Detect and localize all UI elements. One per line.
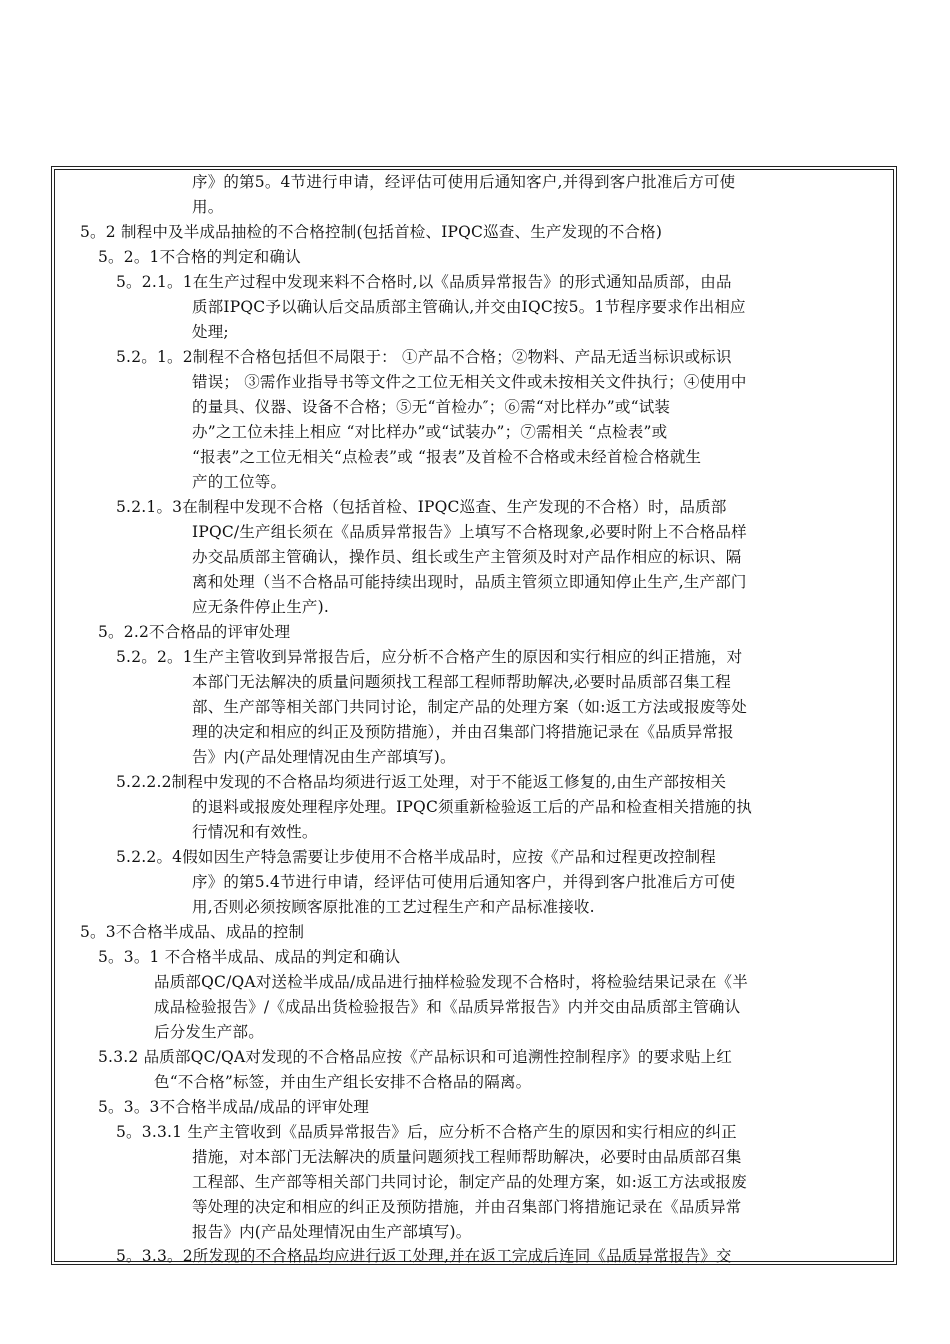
text-line: 办交品质部主管确认，操作员、组长或生产主管须及时对产品作相应的标识、隔 [192,548,742,566]
text-line: 应无条件停止生产). [192,598,329,616]
section-heading: 5。3不合格半成品、成品的控制 [80,923,305,941]
text-line: 处理; [192,323,229,341]
clause-text: 5.2.2.2制程中发现的不合格品均须进行返工处理，对于不能返工修复的,由生产部按相关 [116,773,727,791]
clause-text: 5.2.2。4假如因生产特急需要让步使用不合格半成品时，应按《产品和过程更改控制程 [116,848,717,866]
text-line: 工程部、生产部等相关部门共同讨论，制定产品的处理方案，如:返工方法或报废 [192,1173,747,1191]
text-line: 措施，对本部门无法解决的质量问题须找工程师帮助解决，必要时由品质部召集 [192,1148,742,1166]
clause-text: 5。3.3。2所发现的不合格品均应进行返工处理,并在返工完成后连同《品质异常报告》交 [116,1247,732,1265]
text-line: 用。 [192,198,224,216]
text-line: 部、生产部等相关部门共同讨论，制定产品的处理方案（如:返工方法或报废等处 [192,698,747,716]
clause-text: 5。2.1。1在生产过程中发现来料不合格时,以《品质异常报告》的形式通知品质部，由品 [116,273,732,291]
clause-text: 5.3.2 品质部QC/QA对发现的不合格品应按《产品标识和可追溯性控制程序》的要求贴上红 [98,1048,733,1066]
text-line: 办”之工位未挂上相应 “对比样办”或“试装办”；⑦需相关 “点检表”或 [192,423,668,441]
text-line: 离和处理（当不合格品可能持续出现时，品质主管须立即通知停止生产,生产部门 [192,573,747,591]
text-line: 用,否则必须按顾客原批准的工艺过程生产和产品标准接收. [192,898,595,916]
subsection-heading: 5。2.2不合格品的评审处理 [98,623,291,641]
text-line: 序》的第5。4节进行申请，经评估可使用后通知客户,并得到客户批准后方可使 [192,173,736,191]
clause-text: 5。3.3.1 生产主管收到《品质异常报告》后，应分析不合格产生的原因和实行相应的纠正 [116,1123,737,1141]
text-line: 质部IPQC予以确认后交品质部主管确认,并交由IQC按5。1节程序要求作出相应 [192,298,746,316]
text-line: 等处理的决定和相应的纠正及预防措施，并由召集部门将措施记录在《品质异常 [192,1198,742,1216]
text-line: 后分发生产部。 [154,1023,264,1041]
text-line: 成品检验报告》/《成品出货检验报告》和《品质异常报告》内并交由品质部主管确认 [154,998,741,1016]
clause-text: 5.2。1。2制程不合格包括但不局限于： ①产品不合格；②物料、产品无适当标识或标识 [116,348,732,366]
text-line: 的退料或报废处理程序处理。IPQC须重新检验返工后的产品和检查相关措施的执 [192,798,753,816]
clause-text: 5.2.1。3在制程中发现不合格（包括首检、IPQC巡查、生产发现的不合格）时，品质部 [116,498,727,516]
text-line: 行情况和有效性。 [192,823,318,841]
subsection-heading: 5。2。1不合格的判定和确认 [98,248,301,266]
subsection-heading: 5。3。1 不合格半成品、成品的判定和确认 [98,948,401,966]
text-line: 理的决定和相应的纠正及预防措施），并由召集部门将措施记录在《品质异常报 [192,723,734,741]
text-line: 本部门无法解决的质量问题须找工程部工程师帮助解决,必要时品质部召集工程 [192,673,731,691]
text-line: IPQC/生产组长须在《品质异常报告》上填写不合格现象,必要时附上不合格品样 [192,523,747,541]
text-line: 品质部QC/QA对送检半成品/成品进行抽样检验发现不合格时，将检验结果记录在《半 [154,973,748,991]
text-line: 色“不合格”标签，并由生产组长安排不合格品的隔离。 [154,1073,532,1091]
clause-text: 5.2。2。1生产主管收到异常报告后，应分析不合格产生的原因和实行相应的纠正措施，对 [116,648,743,666]
text-line: 序》的第5.4节进行申请，经评估可使用后通知客户，并得到客户批准后方可使 [192,873,736,891]
text-line: 的量具、仪器、设备不合格；⑤无“首检办″；⑥需“对比样办”或“试装 [192,398,671,416]
text-line: 错误； ③需作业指导书等文件之工位无相关文件或未按相关文件执行；④使用中 [192,373,747,391]
section-heading: 5。2 制程中及半成品抽检的不合格控制(包括首检、IPQC巡查、生产发现的不合格) [80,223,663,241]
text-line: “报表”之工位无相关“点检表”或 “报表”及首检不合格或未经首检合格就生 [192,448,702,466]
subsection-heading: 5。3。3不合格半成品/成品的评审处理 [98,1098,370,1116]
text-line: 报告》内(产品处理情况由生产部填写)。 [192,1223,472,1241]
text-line: 告》内(产品处理情况由生产部填写)。 [192,748,456,766]
text-line: 产的工位等。 [192,473,287,491]
